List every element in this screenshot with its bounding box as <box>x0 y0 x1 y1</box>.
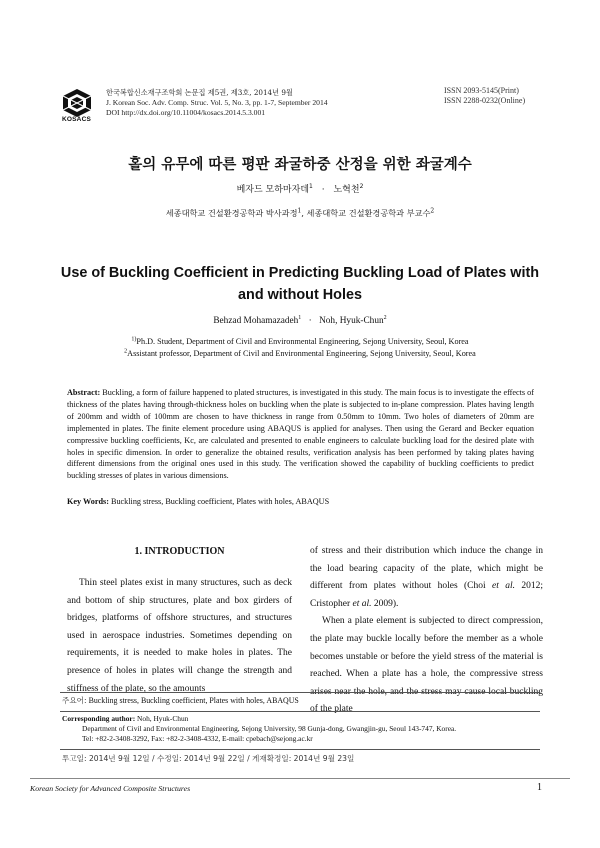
section-heading-introduction: 1. INTRODUCTION <box>134 546 225 557</box>
english-authors: Behzad Mohamazadeh$^1$ · Noh, Hyuk-Chun$^2$ <box>213 314 387 326</box>
english-affiliation-2-row: $^2$Assistant professor, Department of Civil and Environmental Engineering, Sejong University, Seoul, Korea <box>124 348 476 358</box>
english-affiliation-1-row: $^{1)}$Ph.D. Student, Department of Civil and Environmental Engineering, Sejong University, Seoul, Korea <box>131 336 469 346</box>
korean-affiliation-1: 세종대학교 건설환경공학과 박사과정 <box>165 208 298 218</box>
english-title: Use of Buckling Coefficient in Predicting Buckling Load of Plates with and without Holes <box>60 265 540 303</box>
english-journal-citation: J. Korean Soc. Adv. Comp. Struc. Vol. 5, No. 3, pp. 1-7, September 2014 <box>106 98 328 107</box>
english-author-2: Noh, Hyuk-Chun <box>319 316 384 326</box>
korean-keywords-text: Buckling stress, Buckling coefficient, Plates with holes, ABAQUS <box>88 696 299 705</box>
corresponding-author-contact: Tel: +82-2-3408-3292, Fax: +82-2-3408-4332, E-mail: cpebach@sejong.ac.kr <box>82 733 313 743</box>
keywords <box>67 497 534 506</box>
logo-text: KOSACS <box>62 116 92 123</box>
english-affiliations <box>0 336 600 360</box>
journal-info <box>106 88 328 118</box>
korean-title: 홀의 유무에 따른 평판 좌굴하중 산정을 위한 좌굴계수 <box>128 157 472 173</box>
korean-keywords-label: 주요어: <box>62 696 87 705</box>
page-number: 1 <box>537 782 542 793</box>
intro-left-column <box>67 575 292 698</box>
issn-block <box>444 86 525 106</box>
corresponding-author-row <box>62 714 456 724</box>
korean-affiliation-2: , 세종대학교 건설환경공학과 부교수 <box>301 208 431 218</box>
et-al-2: et al. <box>352 598 372 609</box>
society-name: Korean Society for Advanced Composite Structures <box>30 784 191 793</box>
abstract-label: Abstract: <box>67 388 101 397</box>
abstract-text: Buckling, a form of failure happened to plated structures, is investigated in this study. The main focus is to investigate the effects of thickness of the plates having through-thickness holes on buckling when the plate is subjected to in-plane compression. Plates having length of 200mm and width of 100mm are chosen to have thickness in range from 0.50mm to 10mm. Two holes of diameters of 20mm are implemented in plates. The finite element procedure using ABAQUS is applied for analyses. Then using the Gerard and Becker equation compressive buckling coefficients, Kc, are calculated and presented to enable engineers to calculate buckling load for the desired plate with holes in specific dimension. In order to generalize the obtained results, verification analysis has been performed by taking plates having different dimensions from the original ones used in this study. The verification showed the capability of buckling coefficients to predict buckling stresses of plates in various dimensions. <box>67 388 535 481</box>
korean-author-2: 노혁천 <box>333 185 360 195</box>
issn-print: ISSN 2093-5145(Print) <box>444 86 519 95</box>
corresponding-author-label: Corresponding author: <box>62 714 136 723</box>
corresponding-author-address: Department of Civil and Environmental Engineering, Sejong University, 98 Gunja-dong, Gwangjin-gu, Seoul 143-747, Korea. <box>82 723 457 733</box>
keywords-text: Buckling stress, Buckling coefficient, Plates with holes, ABAQUS <box>110 497 330 506</box>
footnote-rule <box>60 692 540 693</box>
journal-logo <box>60 88 94 122</box>
intro-right-paragraph-2: When a plate element is subjected to direct compression, the plate may buckle locally before the member as a whole becomes unstable or before the yield stress of the material is reached. When a plate has a hole, the compressive stress arises near the hole, and the stress may cause local buckling of the plate <box>310 616 543 715</box>
english-affiliation-2: Assistant professor, Department of Civil and Environmental Engineering, Sejong University, Seoul, Korea <box>127 349 476 358</box>
dates-divider <box>60 749 540 750</box>
abstract <box>67 387 534 482</box>
intro-left-paragraph: Thin steel plates exist in many structures, such as deck and bottom of ship structures, plate and box girders of bridges, platforms of offshore structures, and structures used in aerospace industries. Sometimes depending on requirements, it is needed to make holes in plates. The presence of holes in plates will change the strength and stiffness of the plate, so the amounts <box>67 578 292 694</box>
english-affiliation-1: Ph.D. Student, Department of Civil and Environmental Engineering, Sejong University, Seoul, Korea <box>136 337 469 346</box>
corresponding-author-name: Noh, Hyuk-Chun <box>137 714 189 723</box>
korean-affiliations: 세종대학교 건설환경공학과 박사과정$^1$, 세종대학교 건설환경공학과 부교수$^2$ <box>165 207 435 218</box>
kosacs-logo-icon <box>60 88 94 118</box>
et-al-1: et al. <box>492 581 515 592</box>
korean-journal-citation: 한국복합신소재구조학회 논문집 제5권, 제3호, 2014년 9월 <box>106 88 293 97</box>
keywords-label: Key Words: <box>67 497 109 506</box>
submission-dates: 투고일: 2014년 9월 12일 / 수정일: 2014년 9월 22일 / 게재확정일: 2014년 9월 23일 <box>62 754 355 763</box>
korean-authors: 베자드 모하마자데$^1$ · 노혁천$^2$ <box>236 183 364 195</box>
author-separator: · <box>308 316 312 326</box>
footnote-divider <box>60 711 540 712</box>
issn-online: ISSN 2288-0232(Online) <box>444 96 526 105</box>
corresponding-author-block <box>62 714 456 743</box>
korean-keywords <box>62 696 299 707</box>
page-footer-rule <box>30 778 570 779</box>
doi-link[interactable]: DOI http://dx.doi.org/10.11004/kosacs.2014.5.3.001 <box>106 108 266 117</box>
english-author-1: Behzad Mohamazadeh <box>213 316 299 326</box>
korean-author-1: 베자드 모하마자데 <box>236 185 310 195</box>
author-separator: · <box>321 185 325 195</box>
intro-right-paragraph-1: of stress and their distribution which induce the change in the load bearing capacity of the plate, which might be different from plates without holes (Choi et al. 2012; Cristopher et al. 2009). <box>310 546 543 609</box>
